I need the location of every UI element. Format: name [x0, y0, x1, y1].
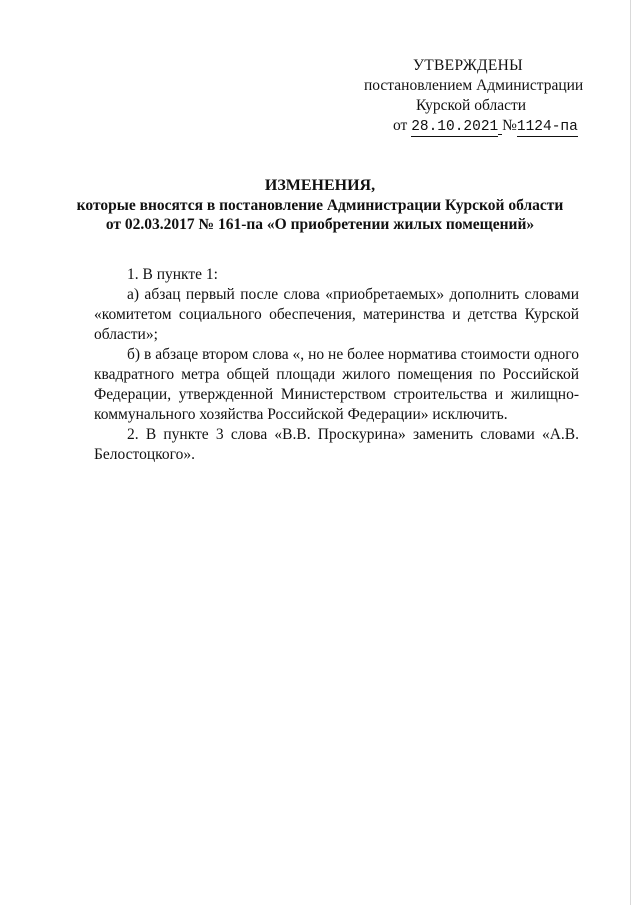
date-prefix: от	[393, 117, 408, 134]
document-body	[94, 265, 579, 465]
paragraph-subitem-a: а) абзац первый после слова «приобретаемых» дополнить словами «комитетом социального обеспечения, материнства и детства Курской области»;	[94, 286, 579, 343]
approval-date: 28.10.2021	[411, 119, 499, 135]
number-sign: №	[502, 117, 517, 134]
approval-decree-line: постановлением Администрации	[364, 77, 584, 94]
approval-date-line	[393, 116, 578, 137]
document-subtitle-line1: которые вносятся в постановление Администрации Курской области	[76, 197, 564, 214]
approval-number: 1124-па	[516, 119, 578, 135]
paragraph-item-2: 2. В пункте 3 слова «В.В. Проскурина» заменить словами «А.В. Белостоцкого».	[94, 426, 579, 463]
approval-region-line: Курской области	[416, 97, 527, 114]
paragraph-subitem-b: б) в абзаце втором слова «, но не более норматива стоимости одного квадратного метра общей площади жилого помещения по Российской Федерации, утвержденной Министерством строительства и жилищно-коммунального хозяйства Российской Федерации» исключить.	[94, 346, 579, 423]
document-subtitle-line2: от 02.03.2017 № 161-па «О приобретении жилых помещений»	[105, 216, 535, 233]
approval-heading: УТВЕРЖДЕНЫ	[413, 57, 523, 74]
document-title: ИЗМЕНЕНИЯ,	[264, 177, 376, 194]
page-edge-line	[630, 0, 631, 905]
paragraph-item-1: 1. В пункте 1:	[127, 266, 218, 283]
